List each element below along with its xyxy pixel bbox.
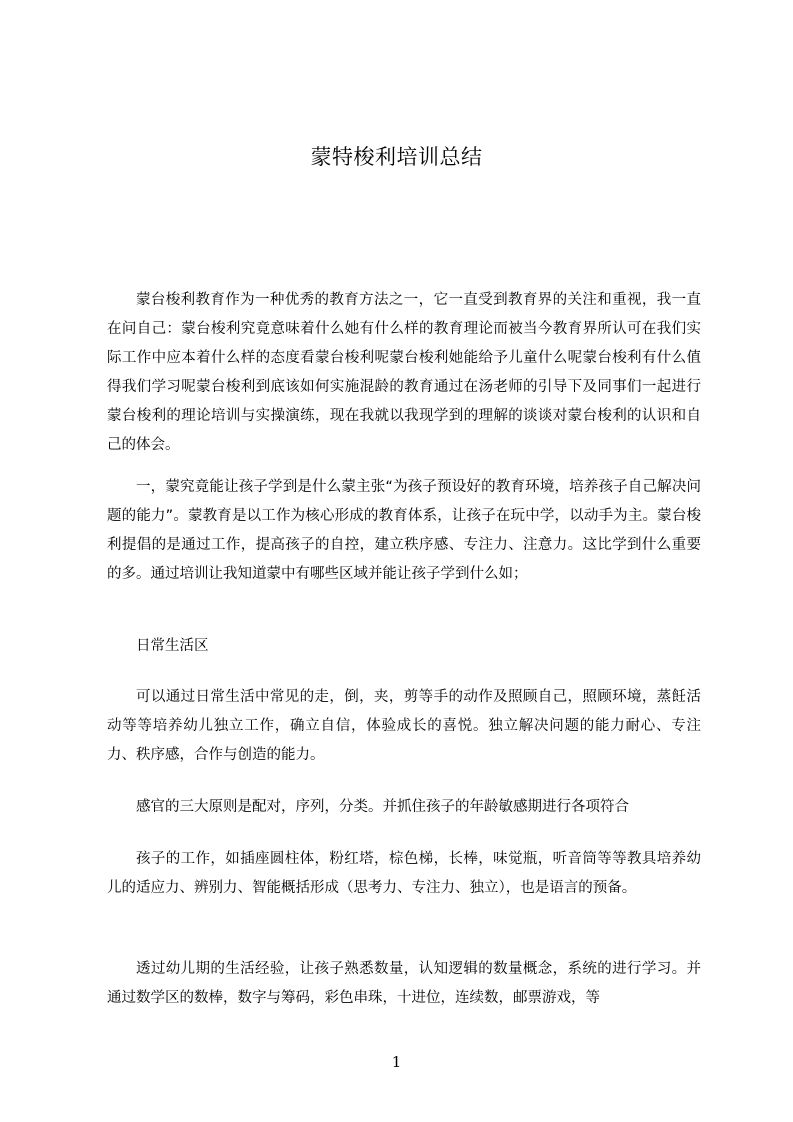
paragraph-daily-life: 可以通过日常生活中常见的走，倒，夹，剪等手的动作及照顾自己，照顾环境，蒸飪活动等等培养幼儿独立工作，确立自信，体验成长的喜悦。独立解决问题的能力耐心、专注力、秩序感，合作与创造的能力。 (107, 689, 701, 763)
paragraph-section-one: 一，蒙究竟能让孩子学到是什么蒙主张“为孩子预设好的教育环境，培养孩子自己解决问题的能力”。蒙教育是以工作为核心形成的教育体系，让孩子在玩中学，以动手为主。蒙台梭利提倡的是通过工作，提高孩子的自控，建立秩序感、专注力、注意力。这比学到什么重要的多。通过培训让我知道蒙中有哪些区域并能让孩子学到什么如； (107, 479, 701, 582)
page-number: 1 (391, 1053, 402, 1071)
paragraph-sensorial-materials: 孩子的工作，如插座圆柱体，粉红塔，棕色梯，长棒，味觉瓶，听音筒等等教具培养幼儿的适应力、辨别力、智能概括形成（思考力、专注力、独立），也是语言的预备。 (107, 851, 701, 896)
document-title: 蒙特梭利培训总结 (310, 145, 483, 169)
paragraph-daily-life-heading: 日常生活区 (136, 638, 209, 654)
paragraph-sensorial-principles: 感官的三大原则是配对，序列，分类。并抓住孩子的年龄敏感期进行各项符合 (136, 799, 629, 815)
paragraph-mathematics: 透过幼儿期的生活经验，让孩子熟悉数量，认知逻辑的数量概念，系统的进行学习。并通过数学区的数棒，数字与筹码，彩色串珠，十进位，连续数，邮票游戏，等 (107, 961, 701, 1006)
paragraph-introduction: 蒙台梭利教育作为一种优秀的教育方法之一，它一直受到教育界的关注和重视，我一直在问自己：蒙台梭利究竟意味着什么她有什么样的教育理论而被当今教育界所认可在我们实际工作中应本着什么样的态度看蒙台梭利呢蒙台梭利她能给予儿童什么呢蒙台梭利有什么值得我们学习呢蒙台梭利到底该如何实施混龄的教育通过在汤老师的引导下及同事们一起进行蒙台梭利的理论培训与实操演练，现在我就以我现学到的理解的谈谈对蒙台梭利的认识和自己的体会。 (107, 292, 701, 453)
